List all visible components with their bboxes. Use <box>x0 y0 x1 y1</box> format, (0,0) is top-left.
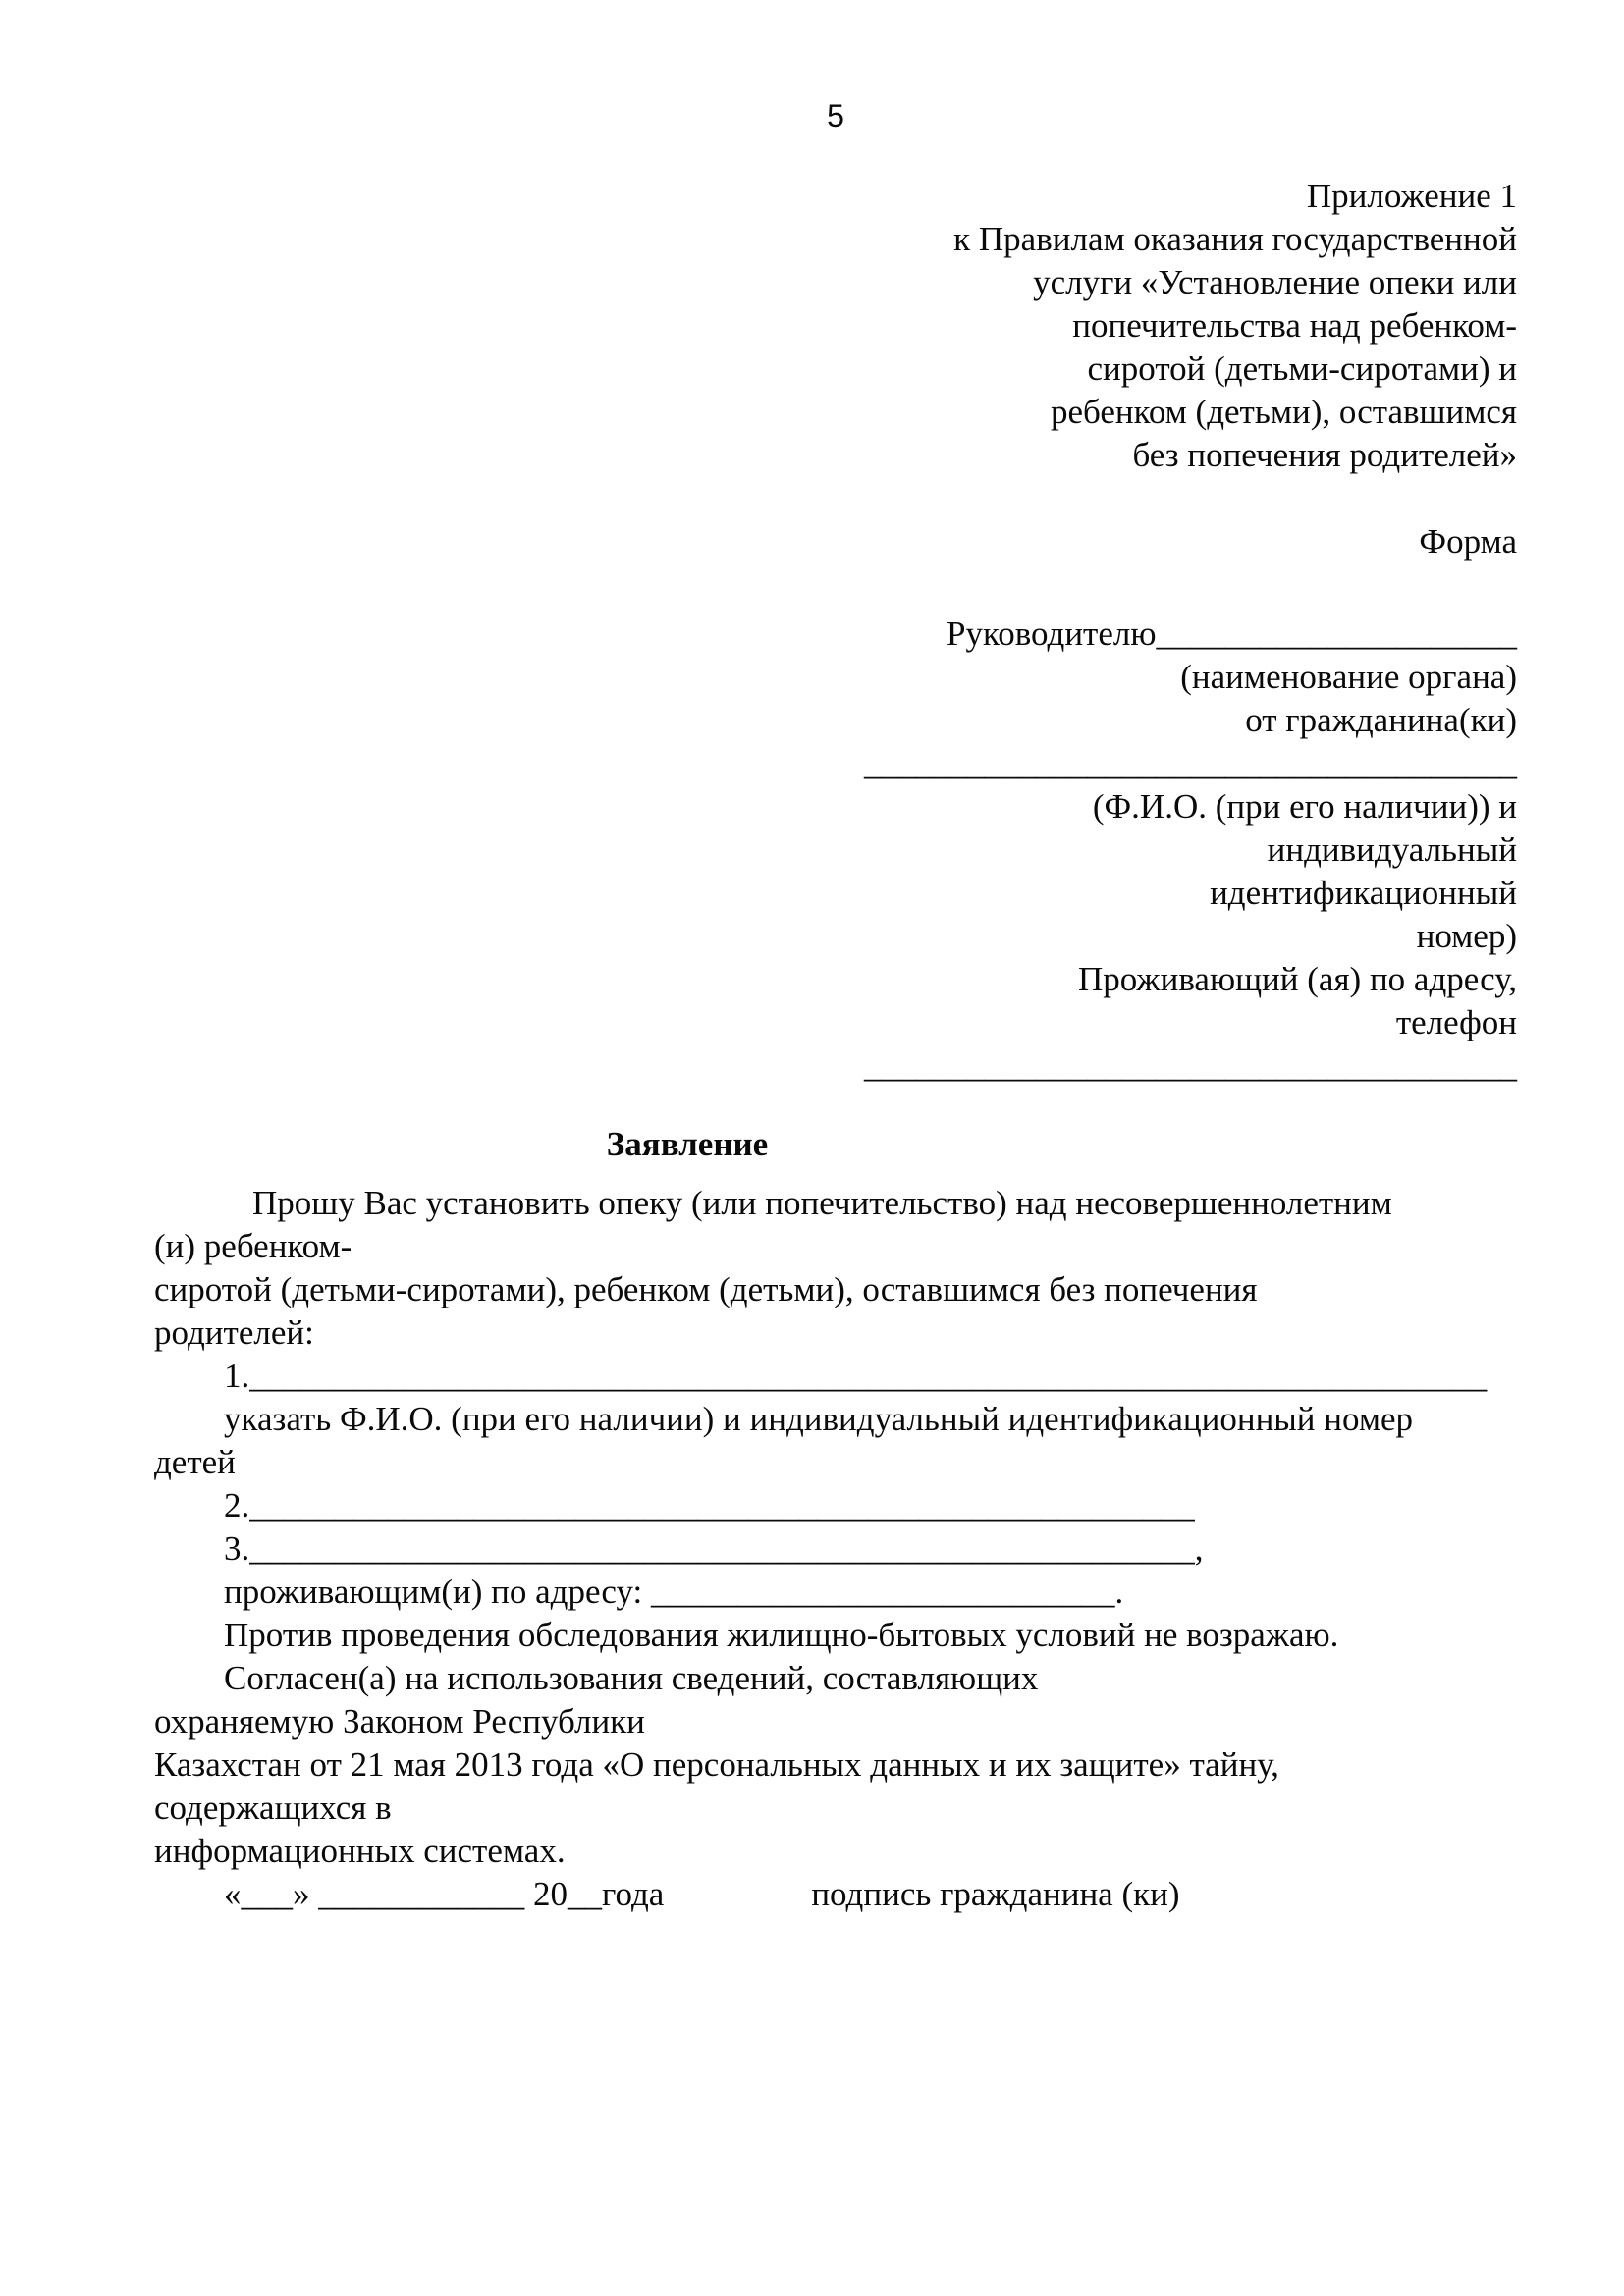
fio-blank-row: ______________________________________ <box>864 744 1517 782</box>
address-label: проживающим(и) по адресу: <box>224 1573 651 1611</box>
fill-blank: ___________________________ <box>650 1573 1115 1611</box>
fill-blank: _______________________________________________________ <box>249 1529 1195 1568</box>
fio-hint-line: (Ф.И.О. (при его наличии)) и <box>1092 787 1517 826</box>
fio-hint-line: индивидуальный <box>1267 830 1517 869</box>
consent-line: Казахстан от 21 мая 2013 года «О персональных данных и их защите» тайну, <box>154 1745 1279 1784</box>
addressee-to-line <box>154 613 1517 656</box>
consent-line: информационных системах. <box>154 1832 566 1870</box>
appendix-line: к Правилам оказания государственной <box>953 220 1517 258</box>
item-suffix: , <box>1194 1529 1204 1568</box>
items-hint-line: указать Ф.И.О. (при его наличии) и индивидуальный идентификационный номер <box>224 1400 1414 1438</box>
address-hint-line: Проживающий (ая) по адресу, <box>1078 960 1517 998</box>
fill-blank: _______________________________________________________ <box>249 1486 1195 1524</box>
consent-line: Согласен(а) на использования сведений, составляющих <box>224 1659 1039 1697</box>
item-number: 1. <box>224 1357 250 1395</box>
appendix-line: попечительства над ребенком- <box>1072 306 1517 345</box>
item-number: 2. <box>224 1486 250 1524</box>
consent-line: содержащихся в <box>154 1789 392 1827</box>
item-number: 3. <box>224 1529 250 1568</box>
form-label: Форма <box>1419 522 1517 561</box>
address-line <box>154 1571 1517 1614</box>
date-blank-line: «___» ____________ 20__года <box>224 1875 665 1913</box>
intro-line: (и) ребенком- <box>154 1227 352 1265</box>
address-blank-row: ______________________________________ <box>864 1046 1517 1085</box>
appendix-line: Приложение 1 <box>1306 177 1517 215</box>
consent-line: Против проведения обследования жилищно-бытовых условий не возражаю. <box>224 1616 1339 1654</box>
appendix-line: сиротой (детьми-сиротами) и <box>1087 349 1517 388</box>
intro-line: родителей: <box>154 1313 314 1352</box>
items-hint-line: детей <box>154 1443 236 1481</box>
child-item-3 <box>154 1527 1517 1571</box>
fio-hint-line: номер) <box>1416 917 1517 955</box>
application-title: Заявление <box>606 1125 769 1163</box>
appendix-line: без попечения родителей» <box>1132 436 1517 474</box>
application-body <box>154 1182 1517 1916</box>
appendix-line: ребенком (детьми), оставшимся <box>1050 393 1517 431</box>
fill-blank: ________________________________________________________________________ <box>249 1357 1488 1395</box>
page-number: 5 <box>827 98 844 133</box>
child-item-1 <box>154 1355 1517 1398</box>
signature-label: подпись гражданина (ки) <box>811 1875 1180 1913</box>
org-name-hint: (наименование органа) <box>1180 658 1517 696</box>
consent-line: охраняемую Законом Республики <box>154 1702 645 1740</box>
child-item-2 <box>154 1484 1517 1527</box>
intro-line: сиротой (детьми-сиротами), ребенком (детьми), оставшимся без попечения <box>154 1270 1258 1308</box>
intro-line: Прошу Вас установить опеку (или попечительство) над несовершеннолетним <box>252 1184 1392 1222</box>
phone-hint-line: телефон <box>1395 1003 1517 1041</box>
to-label: Руководителю <box>947 614 1157 653</box>
date-signature-row <box>154 1873 1517 1916</box>
appendix-block <box>154 175 1517 477</box>
address-suffix: . <box>1114 1573 1124 1611</box>
appendix-line: услуги «Установление опеки или <box>1033 263 1517 301</box>
fio-hint-line: идентификационный <box>1210 874 1517 912</box>
org-name-blank: _____________________ <box>1156 614 1517 653</box>
addressee-block <box>154 613 1517 1088</box>
from-citizen-label: от гражданина(ки) <box>1245 701 1517 739</box>
